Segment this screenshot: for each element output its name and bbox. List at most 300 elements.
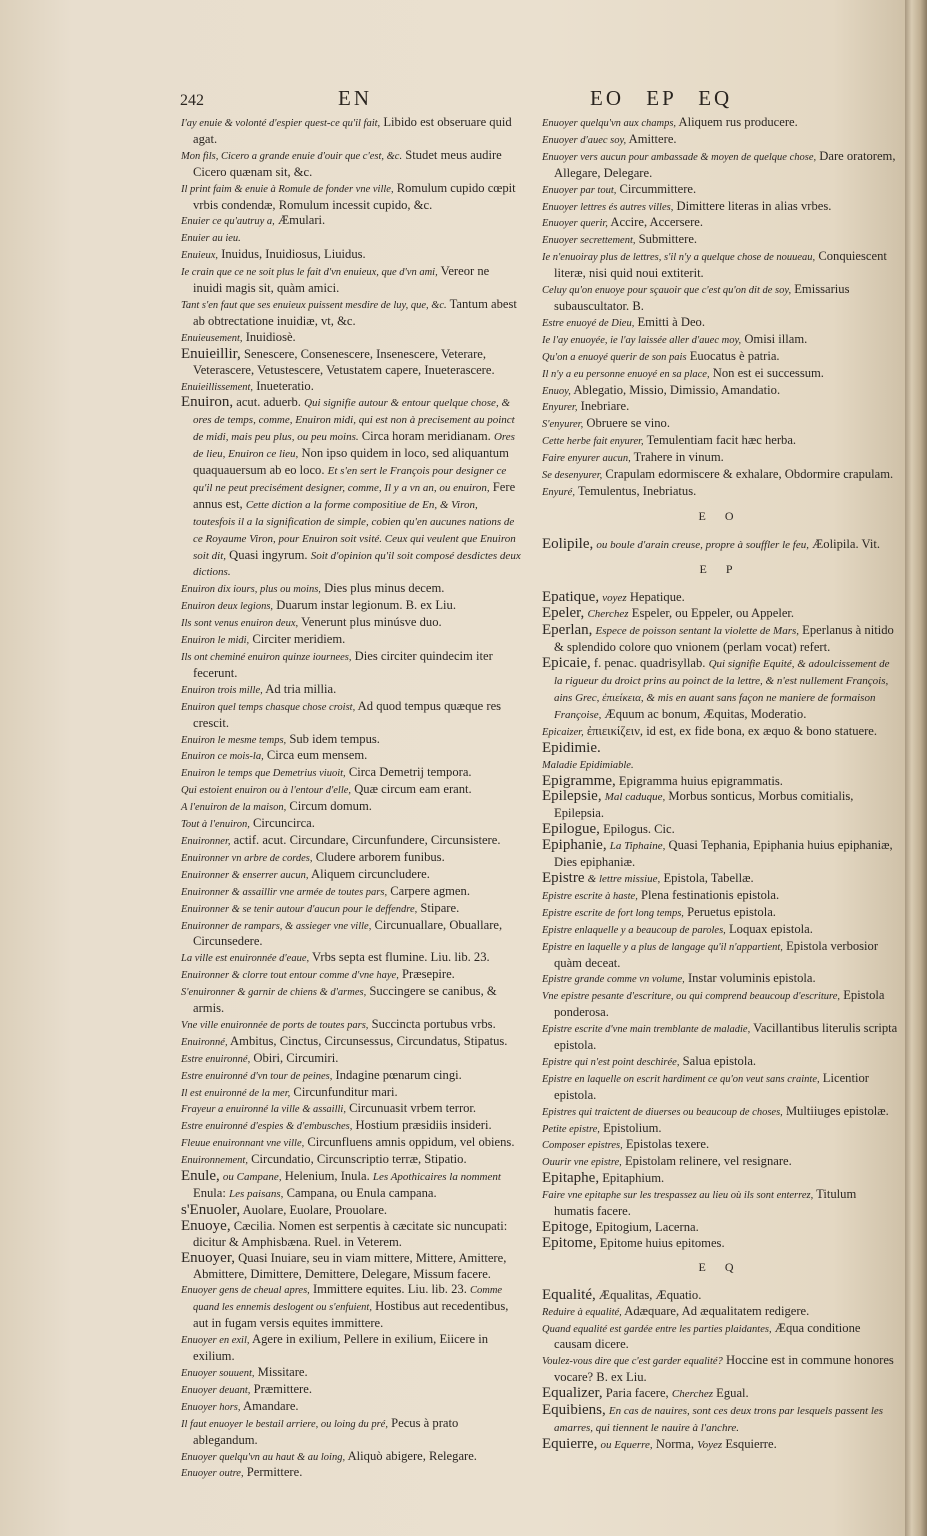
entry-latin-text: Paria facere,	[605, 1386, 669, 1401]
dictionary-entry	[542, 433, 898, 450]
entry-latin-text: Stipare.	[420, 900, 460, 915]
dictionary-entry	[542, 282, 898, 315]
entry-latin-text: Æmulari.	[277, 213, 326, 228]
entry-french-text: Il print faim & enuie à Romule de fonder vne ville,	[181, 183, 394, 195]
entry-latin-text: Circuncirca.	[253, 816, 315, 831]
dictionary-entry	[181, 1017, 521, 1034]
dictionary-entry	[542, 416, 898, 433]
entry-latin-text: Studet meus audire Cicero quænam sit, &c.	[193, 147, 502, 179]
dictionary-entry	[542, 757, 898, 774]
entry-french-text: Enuieux,	[181, 250, 219, 262]
left-column	[181, 115, 521, 1482]
dictionary-entry	[181, 884, 521, 901]
dictionary-entry	[542, 590, 898, 607]
dictionary-entry	[542, 1288, 898, 1304]
dictionary-entry	[181, 682, 521, 699]
dictionary-entry	[542, 249, 898, 282]
dictionary-entry	[181, 230, 521, 247]
entry-headword: Epitome,	[542, 1234, 597, 1251]
entry-latin-text: Sub idem tempus.	[289, 731, 380, 746]
entry-headword: Enuiron,	[181, 394, 234, 411]
dictionary-entry	[181, 816, 521, 833]
entry-latin-text: Aliquò abigere, Relegare.	[347, 1448, 477, 1463]
entry-french-text: Enuironner & clorre tout entour comme d'vne haye,	[181, 970, 399, 982]
entry-latin-text: Circunuasit vrbem terror.	[349, 1101, 477, 1116]
dictionary-entry	[181, 1169, 521, 1203]
dictionary-entry	[181, 615, 521, 632]
entry-latin-text: Plena festinationis epistola.	[641, 887, 780, 902]
entry-latin-text: Epistolium.	[603, 1120, 662, 1135]
entry-latin-text: Præsepire.	[402, 967, 455, 982]
entry-latin-text: Norma,	[655, 1436, 694, 1451]
entry-french-text: Celuy qu'on enuoye pour sçauoir que c'est qu'on dit de soy,	[542, 285, 792, 297]
dictionary-entry	[181, 1219, 521, 1251]
entry-french-text: Petite epistre,	[542, 1123, 600, 1135]
dictionary-entry	[181, 1465, 521, 1482]
dictionary-entry	[542, 215, 898, 232]
dictionary-entry	[542, 149, 898, 182]
entry-french-text: Ouurir vne epistre,	[542, 1157, 622, 1169]
entry-latin-text: Quasi ingyrum.	[229, 547, 308, 562]
entry-latin-text: Obiri, Circumiri.	[253, 1050, 339, 1065]
dictionary-entry	[181, 264, 521, 297]
entry-latin-text: Trahere in vinum.	[633, 450, 724, 465]
dictionary-entry	[542, 349, 898, 366]
entry-french-text: Qu'on a enuoyé querir de son pais	[542, 351, 687, 363]
dictionary-entry	[181, 967, 521, 984]
entry-latin-text: Conquiescent literæ, nisi quid noui extiterit.	[554, 249, 887, 281]
dictionary-entry	[542, 1104, 898, 1121]
dictionary-entry	[542, 232, 898, 249]
section-letter-heading: E P	[699, 561, 741, 576]
entry-latin-text: Quæ circum eam erant.	[354, 782, 472, 797]
entry-french-text: Fleuue enuironnant vne ville,	[181, 1138, 305, 1150]
entry-latin-text: Cæcilia. Nomen est serpentis à cæcitate sic nuncupati: dicitur & Amphisbæna. Ruel. in Veterem.	[193, 1218, 508, 1249]
entry-french-text: Enyuré,	[542, 486, 575, 498]
dictionary-entry	[542, 905, 898, 922]
dictionary-entry	[181, 1051, 521, 1068]
entry-latin-text: Circunuallare, Obuallare, Circunsedere.	[193, 917, 503, 949]
running-header	[180, 86, 840, 112]
dictionary-entry	[181, 1101, 521, 1118]
entry-french-text: Enuieusement,	[181, 332, 243, 344]
entry-latin-text: Indagine pœnarum cingi.	[335, 1067, 462, 1082]
entry-latin-text: Circum domum.	[289, 799, 372, 814]
dictionary-entry	[181, 649, 521, 682]
dictionary-entry	[181, 1034, 521, 1051]
dictionary-entry	[542, 656, 898, 724]
dictionary-entry	[181, 833, 521, 850]
dictionary-entry	[542, 132, 898, 149]
entry-french-text: Epistres qui traictent de diuerses ou beaucoup de choses,	[542, 1106, 783, 1118]
entry-french-text: & lettre missiue,	[587, 872, 661, 885]
entry-latin-text: Inebriare.	[580, 399, 630, 414]
entry-latin-text: Venerunt plus minúsve duo.	[301, 615, 442, 630]
entry-latin-text: Vereor ne inuidi magis sit, quàm amici.	[193, 264, 490, 296]
entry-french-text: Enuier au ieu.	[181, 233, 241, 245]
dictionary-entry	[181, 581, 521, 598]
dictionary-entry	[181, 699, 521, 732]
entry-french-text: Enuoyer quelqu'vn aux champs,	[542, 118, 677, 129]
entry-latin-text: Epistolas texere.	[625, 1137, 710, 1152]
entry-french-text: Enuironner & enserrer aucun,	[181, 869, 309, 881]
entry-french-text: ou boule d'arain creuse, propre à souffler le feu,	[596, 538, 809, 551]
entry-latin-text: acut. aduerb.	[236, 395, 301, 410]
entry-french-text: Enuironnement,	[181, 1155, 248, 1167]
entry-latin-text: Libido est obseruare quid agat.	[193, 115, 512, 146]
entry-latin-text: Circunfunditur mari.	[293, 1084, 398, 1099]
entry-french-text: Enuiron le midi,	[181, 635, 250, 647]
entry-latin-text: Circundatio, Circunscriptio terræ, Stipatio.	[251, 1152, 467, 1167]
dictionary-entry	[181, 1399, 521, 1416]
dictionary-entry	[542, 888, 898, 905]
dictionary-entry	[542, 182, 898, 199]
dictionary-entry	[542, 1021, 898, 1054]
dictionary-entry	[542, 366, 898, 383]
entry-headword: Epiphanie,	[542, 837, 607, 854]
entry-latin-text: Epitogium, Lacerna.	[595, 1220, 699, 1234]
entry-latin-text: Epistola, Tabellæ.	[663, 870, 754, 885]
entry-french-text: Enuiron quel temps chasque chose croist,	[181, 701, 356, 713]
dictionary-entry	[542, 1353, 898, 1386]
entry-latin-text: Epistola verbosior quàm deceat.	[554, 938, 879, 970]
dictionary-entry	[542, 1121, 898, 1138]
entry-latin-text: Accire, Accersere.	[610, 215, 704, 230]
entry-latin-text: Quasi Inuiare, seu in viam mittere, Mittere, Amittere, Abmittere, Dimittere, Demittere, Delegare, Missum facere.	[193, 1250, 507, 1281]
entry-latin-text: Obruere se vino.	[586, 416, 670, 431]
dictionary-entry	[542, 537, 898, 554]
dictionary-entry	[181, 148, 521, 181]
entry-latin-text: Egual.	[716, 1386, 749, 1401]
entry-latin-text: Æolipila. Vit.	[812, 536, 881, 551]
entry-french-text: Qui signifie Equité, & adoulcissement de la rigueur du droict prins au poinct de la lettre, & n'est nullement François, ains Grec, ἐπιείκεια, & mis en auant sans façon ne maniere de formaison Françoise,	[554, 658, 890, 721]
entry-latin-text: Emitti à Deo.	[637, 314, 705, 329]
entry-french-text: Composer epistres,	[542, 1140, 623, 1152]
entry-latin-text: f. penac. quadrisyllab.	[593, 656, 706, 671]
entry-french-text: Voyez	[697, 1438, 723, 1451]
entry-french-text: Ie l'ay enuoyée, ie l'ay laissée aller d'auec moy,	[542, 334, 742, 346]
dictionary-entry	[542, 1321, 898, 1354]
dictionary-entry	[542, 1187, 898, 1220]
entry-french-text: Enuironner,	[181, 835, 231, 847]
dictionary-entry	[181, 765, 521, 782]
entry-latin-text: Espeler, ou Eppeler, ou Appeler.	[631, 606, 795, 621]
entry-french-text: Reduire à equalité,	[542, 1306, 622, 1318]
entry-french-text: La ville est enuironnée d'eaue,	[181, 953, 310, 965]
dictionary-entry	[542, 115, 898, 132]
entry-latin-text: Temulentus, Inebriatus.	[577, 483, 697, 498]
dictionary-entry	[181, 950, 521, 967]
entry-french-text: Enuironner & se tenir autour d'aucun pour le deffendre,	[181, 903, 418, 915]
entry-french-text: Et s'en sert le François pour designer ce qu'il ne peut precisément designer, comme, Il y a vn an, ou enuiron,	[193, 465, 507, 494]
entry-latin-text: Aliquem rus producere.	[678, 115, 798, 129]
entry-latin-text: Amandare.	[242, 1398, 299, 1413]
entry-french-text: Enuoyer outre,	[181, 1468, 244, 1480]
dictionary-entry	[181, 297, 521, 330]
entry-french-text: Il n'y a eu personne enuoyé en sa place,	[542, 368, 710, 380]
entry-latin-text: Peruetus epistola.	[687, 904, 776, 919]
entry-latin-text: Submittere.	[638, 232, 698, 247]
entry-latin-text: Fere annus est,	[193, 479, 516, 511]
entry-french-text: Enuiron le mesme temps,	[181, 734, 287, 746]
dictionary-entry	[542, 332, 898, 349]
entry-french-text: Qui estoient enuiron ou à l'entour d'elle,	[181, 785, 352, 797]
entry-latin-text: Inueteratio.	[256, 378, 314, 393]
entry-french-text: Soit d'opinion qu'il soit composé desdictes deux dictions.	[193, 549, 521, 579]
entry-french-text: Epistre grande comme vn volume,	[542, 974, 685, 986]
entry-french-text: Estre enuironné d'espies & d'embusches,	[181, 1121, 353, 1133]
entry-latin-text: Dies plus minus decem.	[324, 581, 445, 596]
entry-french-text: Epistre en laquelle on escrit hardiment ce qu'on veut sans crainte,	[542, 1073, 820, 1085]
entry-french-text: Enuier ce qu'autruy a,	[181, 216, 275, 228]
entry-french-text: Epistre en laquelle y a plus de langage qu'il n'appartient,	[542, 941, 783, 953]
entry-french-text: Tout à l'enuiron,	[181, 819, 250, 831]
dictionary-entry	[542, 789, 898, 822]
entry-french-text: A l'enuiron de la maison,	[181, 802, 287, 814]
dictionary-entry	[181, 598, 521, 615]
entry-french-text: Ores de lieu, Enuiron ce lieu,	[193, 431, 515, 461]
entry-french-text: Vne epistre pesante d'escriture, ou qui comprend beaucoup d'escriture,	[542, 991, 841, 1003]
entry-headword: s'Enuoler,	[181, 1201, 241, 1218]
entry-french-text: Il faut enuoyer le bestail arriere, ou loing du pré,	[181, 1418, 388, 1430]
entry-latin-text: Inuidiosè.	[245, 329, 296, 344]
dictionary-entry	[181, 379, 521, 396]
entry-latin-text: Cludere arborem funibus.	[315, 849, 445, 864]
entry-french-text: Estre enuironné d'vn tour de peines,	[181, 1070, 333, 1082]
entry-french-text: Epistre enlaquelle y a beaucoup de paroles,	[542, 924, 726, 936]
entry-headword: Epistre	[542, 869, 585, 886]
dictionary-entry	[181, 1416, 521, 1449]
entry-latin-text: Carpere agmen.	[390, 883, 470, 898]
entry-latin-text: Non ipso quidem in loco, sed aliquantum quaquauersum ab eo loco.	[193, 446, 509, 478]
entry-french-text: La Tiphaine,	[609, 840, 666, 853]
entry-latin-text: Epigramma huius epigrammatis.	[618, 773, 783, 788]
entry-latin-text: Dies circiter quindecim iter fecerunt.	[193, 649, 493, 680]
entry-headword: Epidimie.	[542, 739, 601, 756]
section-letter-heading: E O	[698, 508, 742, 523]
entry-french-text: Enuoyer gens de cheual apres,	[181, 1285, 310, 1297]
dictionary-entry	[542, 939, 898, 972]
dictionary-entry	[542, 1236, 898, 1252]
entry-latin-text: Circiter meridiem.	[252, 632, 346, 647]
entry-french-text: Ie n'enuoiray plus de lettres, s'il n'y a quelque chose de nouueau,	[542, 252, 816, 264]
entry-headword: Epitoge,	[542, 1219, 593, 1235]
dictionary-entry	[181, 330, 521, 347]
entry-headword: Epeler,	[542, 605, 585, 622]
entry-latin-text: Ad quod tempus quæque res crescit.	[193, 698, 502, 730]
dictionary-entry	[542, 1154, 898, 1171]
entry-french-text: Mal caduque,	[604, 791, 666, 804]
dictionary-entry	[181, 1251, 521, 1283]
dictionary-entry	[181, 213, 521, 230]
right-running-head: EO EP EQ	[590, 86, 733, 110]
entry-french-text: ou Equerre,	[600, 1438, 653, 1451]
entry-headword: Enuieillir,	[181, 345, 241, 362]
entry-latin-text: Hoccine est in commune honores vocare? B. ex Liu.	[554, 1353, 894, 1385]
entry-headword: Epatique,	[542, 588, 600, 605]
entry-latin-text: Tantum abest ab obtrectatione inuidiæ, vt, &c.	[193, 296, 517, 328]
entry-latin-text: Esquierre.	[725, 1436, 777, 1451]
entry-headword: Epilogue,	[542, 821, 600, 838]
dictionary-entry	[542, 1437, 898, 1454]
page-edge	[905, 0, 927, 1536]
entry-french-text: S'enuironner & garnir de chiens & d'armes,	[181, 987, 367, 999]
entry-french-text: Epistre escrite d'vne main tremblante de maladie,	[542, 1024, 751, 1036]
entry-latin-text: Omisi illam.	[744, 331, 808, 346]
dictionary-entry	[542, 774, 898, 790]
entry-french-text: Epistre qui n'est point deschirée,	[542, 1056, 680, 1068]
entry-latin-text: Euocatus è patria.	[689, 348, 780, 363]
dictionary-entry	[181, 247, 521, 264]
entry-latin-text: Eperlanus à nitido & splendido colore quo vnionem (perlam vocat) refert.	[554, 623, 894, 655]
entry-headword: Equibiens,	[542, 1402, 606, 1419]
dictionary-entry	[181, 984, 521, 1017]
dictionary-entry	[181, 867, 521, 884]
entry-french-text: S'enyurer,	[542, 419, 584, 431]
dictionary-entry	[542, 484, 898, 501]
entry-french-text: Qui signifie autour & entour quelque chose, & ores de temps, comme, Enuiron midi, qui est non à precisement au poinct de midi, mais peu plus, ou peu moins.	[193, 397, 515, 444]
entry-headword: Epilepsie,	[542, 788, 602, 805]
entry-french-text: Ie crain que ce ne soit plus le fait d'vn enuieux, que d'vn ami,	[181, 267, 438, 279]
entry-latin-text: Campana, ou Enula campana.	[286, 1186, 437, 1200]
dictionary-entry	[542, 741, 898, 757]
entry-latin-text: Inuidus, Inuidiosus, Liuidus.	[221, 247, 366, 262]
entry-french-text: Se desenyurer,	[542, 470, 603, 482]
entry-french-text: Il est enuironné de la mer,	[181, 1087, 291, 1099]
entry-french-text: Maladie Epidimiable.	[542, 759, 634, 771]
entry-french-text: Enuironner & assaillir vne armée de toutes pars,	[181, 886, 388, 898]
dictionary-entry	[542, 1386, 898, 1403]
dictionary-entry	[181, 782, 521, 799]
entry-french-text: Espece de poisson sentant la violette de Mars,	[595, 625, 800, 638]
dictionary-entry	[542, 871, 898, 888]
entry-french-text: Enuoyer quelqu'vn au haut & au loing,	[181, 1451, 346, 1463]
dictionary-entry	[542, 1171, 898, 1187]
entry-french-text: Quand equalité est gardée entre les parties plaidantes,	[542, 1323, 772, 1335]
entry-latin-text: Salua epistola.	[682, 1053, 757, 1068]
entry-french-text: Enuoyer par tout,	[542, 184, 617, 196]
dictionary-entry	[542, 971, 898, 988]
entry-french-text: ou Campane,	[222, 1171, 282, 1184]
entry-headword: Equierre,	[542, 1435, 598, 1452]
entry-latin-text: Licentior epistola.	[554, 1070, 869, 1102]
dictionary-entry	[542, 1220, 898, 1236]
dictionary-entry	[181, 1365, 521, 1382]
entry-french-text: Mon fils, Cicero a grande enuie d'ouir que c'est, &c.	[181, 150, 403, 162]
entry-latin-text: Multiiuges epistolæ.	[785, 1103, 889, 1118]
entry-french-text: Enuironné,	[181, 1036, 228, 1048]
dictionary-entry	[542, 1054, 898, 1071]
dictionary-entry	[181, 732, 521, 749]
entry-latin-text: Dimittere literas in alias vrbes.	[676, 198, 832, 213]
entry-headword: Eolipile,	[542, 535, 594, 552]
entry-latin-text: Præmittere.	[253, 1381, 312, 1396]
entry-latin-text: Vrbs septa est flumine. Liu. lib. 23.	[312, 950, 490, 965]
entry-french-text: Enuiron deux legions,	[181, 601, 274, 613]
dictionary-entry	[542, 1137, 898, 1154]
entry-latin-text: Epitome huius epitomes.	[599, 1235, 725, 1250]
dictionary-entry	[542, 199, 898, 216]
entry-latin-text: Epilogus. Cic.	[603, 822, 675, 837]
entry-french-text: I'ay enuie & volonté d'espier quest-ce qu'il fait,	[181, 118, 381, 129]
entry-french-text: Enuieillissement,	[181, 381, 254, 393]
entry-french-text: Cherchez	[587, 608, 629, 621]
entry-french-text: Enuoyer vers aucun pour ambassade & moyen de quelque chose,	[542, 151, 817, 163]
entry-french-text: Enuoy,	[542, 385, 571, 397]
entry-latin-text: Epistolam relinere, vel resignare.	[624, 1154, 792, 1169]
entry-latin-text: Hostibus aut recedentibus, aut in fugam versis equites immittere.	[193, 1299, 509, 1331]
entry-french-text: Enuiron dix iours, plus ou moins,	[181, 584, 321, 596]
entry-headword: Enuoyer,	[181, 1249, 235, 1266]
dictionary-entry	[542, 450, 898, 467]
entry-headword: Epigramme,	[542, 772, 616, 789]
entry-latin-text: Pecus à prato ablegandum.	[193, 1415, 459, 1447]
entry-latin-text: Vacillantibus literulis scripta epistola.	[554, 1021, 898, 1053]
entry-french-text: Enuoyer querir,	[542, 218, 608, 230]
entry-latin-text: Loquax epistola.	[728, 921, 813, 936]
entry-headword: Enuoye,	[181, 1217, 231, 1234]
dictionary-entry	[542, 1403, 898, 1437]
entry-french-text: Estre enuoyé de Dieu,	[542, 317, 635, 329]
entry-french-text: Enuiron le temps que Demetrius viuoit,	[181, 768, 346, 780]
dictionary-entry	[181, 1068, 521, 1085]
dictionary-entry	[181, 1282, 521, 1332]
entry-latin-text: Auolare, Euolare, Prouolare.	[242, 1202, 388, 1217]
entry-french-text: Enuoyer d'auec soy,	[542, 134, 627, 146]
entry-french-text: voyez	[602, 591, 627, 604]
dictionary-entry	[542, 383, 898, 400]
entry-latin-text: Circa Demetrij tempora.	[348, 765, 472, 780]
dictionary-entry	[181, 1152, 521, 1169]
dictionary-entry	[542, 922, 898, 939]
dictionary-entry	[181, 115, 521, 148]
dictionary-entry	[181, 1332, 521, 1365]
entry-latin-text: Amittere.	[628, 131, 677, 146]
entry-latin-text: Circummittere.	[619, 181, 697, 196]
entry-french-text: Faire vne epitaphe sur les trespassez au lieu où ils sont enterrez,	[542, 1190, 814, 1202]
page-number: 242	[180, 92, 204, 109]
entry-french-text: Les paisans,	[229, 1188, 284, 1200]
entry-latin-text: Dare oratorem, Allegare, Delegare.	[554, 148, 896, 180]
entry-latin-text: Crapulam edormiscere & exhalare, Obdormire crapulam.	[605, 467, 894, 482]
entry-french-text: Enuoyer souuent,	[181, 1367, 255, 1379]
dictionary-entry	[181, 1135, 521, 1152]
entry-french-text: Enuoyer lettres és autres villes,	[542, 201, 674, 213]
entry-latin-text: Missitare.	[257, 1364, 308, 1379]
entry-latin-text: Æquum ac bonum, Æquitas, Moderatio.	[604, 706, 807, 721]
entry-latin-text: Ad tria millia.	[265, 681, 337, 696]
entry-french-text: Ils sont venus enuiron deux,	[181, 618, 299, 630]
entry-french-text: Enyurer,	[542, 402, 578, 414]
dictionary-entry	[542, 315, 898, 332]
entry-french-text: Enuoyer en exil,	[181, 1335, 250, 1347]
entry-latin-text: ἐπιεικίζειν, id est, ex fide bona, ex æquo & bono statuere.	[586, 723, 878, 738]
entry-headword: Equalité,	[542, 1286, 596, 1303]
entry-headword: Enule,	[181, 1168, 220, 1185]
entry-latin-text: Enula:	[193, 1186, 226, 1200]
entry-latin-text: Quasi Tephania, Epiphania huius epiphaniæ, Dies epiphaniæ.	[554, 838, 893, 870]
entry-french-text: Ils ont cheminé enuiron quinze iournees,	[181, 652, 352, 663]
entry-headword: Eperlan,	[542, 622, 593, 639]
entry-headword: Epitaphe,	[542, 1170, 600, 1187]
dictionary-entry	[181, 181, 521, 214]
dictionary-entry	[181, 901, 521, 918]
entry-headword: Epicaie,	[542, 655, 591, 672]
dictionary-entry	[542, 399, 898, 416]
entry-french-text: En cas de nauires, sont ces deux trons par lesquels passent les amarres, qui tiennent le nauire à l'anchre.	[554, 1405, 884, 1434]
entry-latin-text: Non est ei successum.	[712, 365, 824, 380]
entry-latin-text: Hostium præsidiis insideri.	[355, 1118, 492, 1133]
